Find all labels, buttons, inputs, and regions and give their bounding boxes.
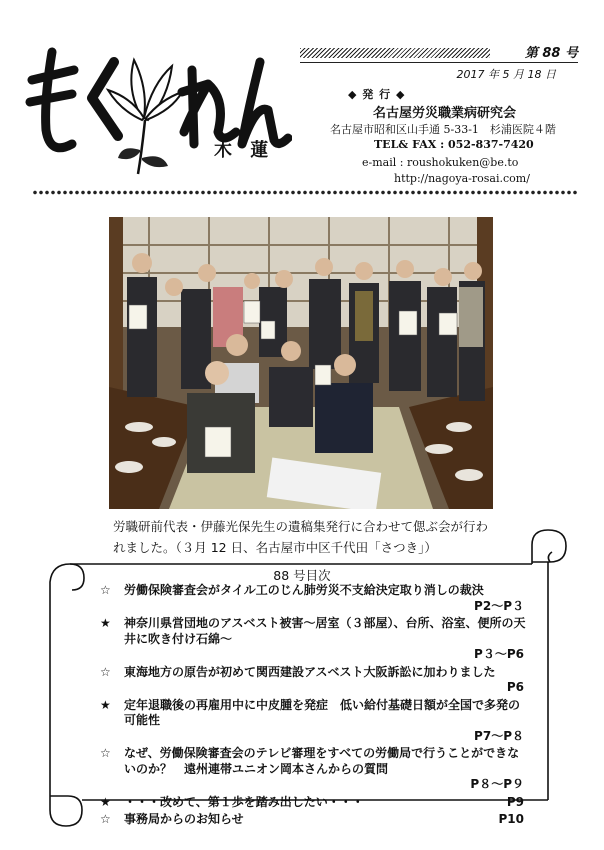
star-filled-icon: ★ — [100, 697, 111, 712]
issue-number: 第 88 号 — [524, 46, 578, 61]
decorative-border — [32, 189, 579, 196]
toc-item-page: P８～P９ — [470, 777, 524, 791]
toc-item-title: 定年退職後の再雇用中に中皮腫を発症 低い給付基礎日額が全国で多発の可能性 — [124, 697, 521, 727]
star-outline-icon: ☆ — [100, 812, 111, 826]
toc-item-title: 東海地方の原告が初めて関西建設アスベスト大阪訴訟に加わりました — [124, 664, 496, 679]
issue-date: 2017 年 5 月 18 日 — [456, 68, 556, 81]
logo-subtitle: 木 蓮 — [214, 140, 275, 161]
toc-item-title: 労働保険審査会がタイル工のじん肺労災不支給決定取り消しの裁決 — [124, 583, 484, 597]
publisher-address: 名古屋市昭和区山手通 5-33-1 杉浦医院４階 — [330, 123, 556, 136]
star-outline-icon: ☆ — [100, 583, 111, 597]
star-filled-icon: ★ — [100, 794, 111, 809]
publisher-website[interactable]: http://nagoya-rosai.com/ — [394, 172, 530, 185]
star-outline-icon: ☆ — [100, 746, 111, 760]
toc-item-title: 神奈川県営団地のアスベスト被害～居室（３部屋）、台所、浴室、便所の天井に吹き付け石綿～ — [124, 616, 526, 646]
toc-item-title: 事務局からのお知らせ — [124, 812, 244, 826]
toc-item-page: P2～P３ — [474, 598, 524, 613]
toc-item[interactable] — [100, 583, 530, 614]
toc-item[interactable] — [100, 698, 530, 745]
toc-item-title: なぜ、労働保険審査会のテレビ審理をすべての労働局で行うことができないのか？ 遠州連帯ユニオン岡本さんからの質問 — [124, 746, 520, 776]
header-rule — [300, 62, 578, 63]
toc-item-page: P9 — [506, 794, 524, 809]
caption-line-1: 労職研前代表・伊藤光保先生の遺稿集発行に合わせて偲ぶ会が行わ — [113, 519, 489, 534]
toc-item-page: P6 — [506, 680, 524, 694]
toc-item[interactable] — [100, 616, 530, 663]
hatch-decoration — [300, 48, 490, 58]
magnolia-flower-icon — [108, 60, 182, 174]
photo-caption — [113, 516, 513, 558]
publisher-name: 名古屋労災職業病研究会 — [373, 106, 517, 121]
group-photo — [109, 217, 493, 509]
star-filled-icon: ★ — [100, 616, 111, 630]
toc-item-title: ・・・改めて、第１歩を踏み出したい・・・ — [124, 794, 364, 809]
toc-item-page: P7～P８ — [474, 728, 524, 743]
table-of-contents — [100, 583, 530, 830]
toc-item[interactable] — [100, 795, 530, 811]
toc-item-page: P３～P6 — [474, 647, 524, 661]
star-outline-icon: ☆ — [100, 664, 111, 679]
contents-title: 88 号目次 — [273, 568, 331, 583]
toc-item[interactable] — [100, 812, 530, 828]
toc-item[interactable] — [100, 665, 530, 696]
publisher-email[interactable]: e-mail : roushokuken@be.to — [362, 156, 519, 169]
caption-line-2: れました。（３月 12 日、名古屋市中区千代田「さつき」） — [113, 540, 437, 555]
publisher-tel-fax: TEL& FAX : 052-837-7420 — [374, 138, 534, 151]
issue-header — [300, 42, 578, 64]
publisher-label: ◆ 発 行 ◆ — [348, 88, 406, 101]
toc-item[interactable] — [100, 746, 530, 793]
toc-item-page: P10 — [498, 812, 524, 826]
